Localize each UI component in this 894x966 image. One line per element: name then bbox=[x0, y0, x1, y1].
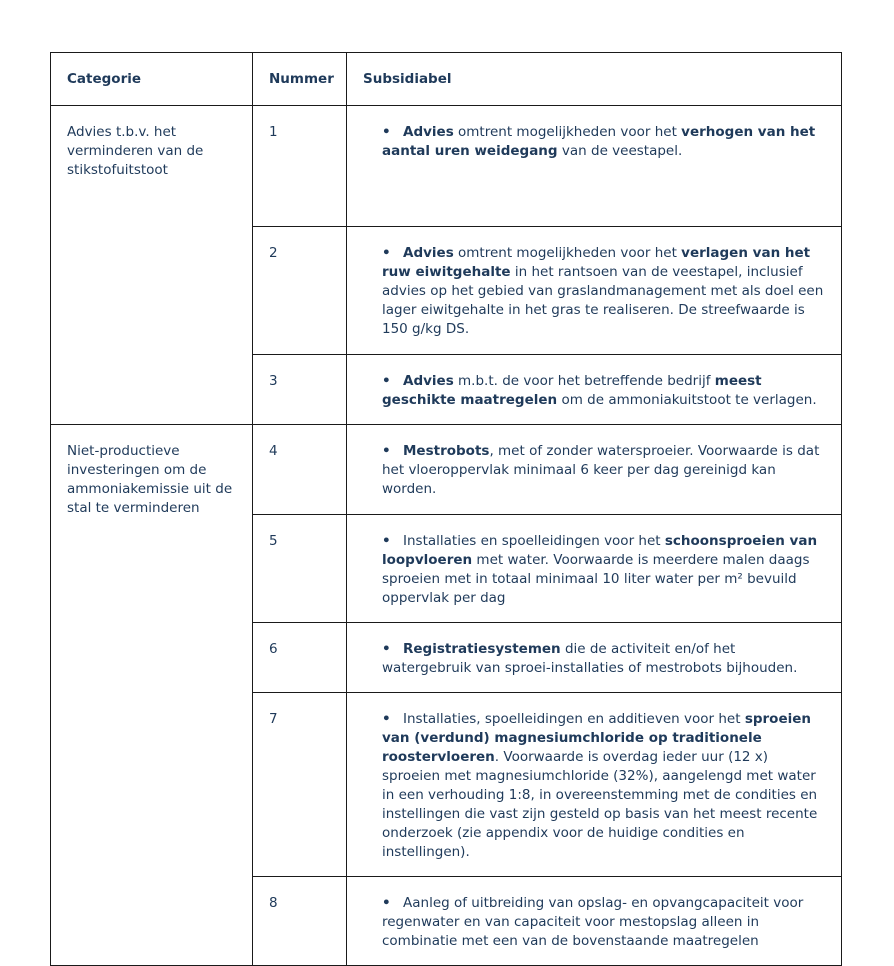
header-subsidiable: Subsidiabel bbox=[347, 53, 842, 106]
bullet-icon: • bbox=[382, 124, 391, 140]
text-segment: die de activiteit en/of het watergebruik van sproei-installaties of mestrobots bijhouden. bbox=[382, 641, 798, 676]
category-cell: Advies t.b.v. het verminderen van de stikstofuitstoot bbox=[51, 106, 253, 425]
number-cell: 8 bbox=[253, 877, 347, 966]
subsidiable-description bbox=[382, 372, 827, 410]
subsidiable-cell bbox=[347, 693, 842, 877]
bullet-icon: • bbox=[382, 895, 391, 911]
subsidiable-description bbox=[382, 442, 827, 499]
bold-text-segment: Registratiesystemen bbox=[403, 641, 561, 657]
subsidiable-cell bbox=[347, 227, 842, 355]
text-segment: Aanleg of uitbreiding van opslag- en opvangcapaciteit voor regenwater en van capaciteit voor mestopslag alleen in combinatie met een van de bovenstaande maatregelen bbox=[382, 895, 804, 949]
subsidiable-description bbox=[382, 710, 827, 862]
header-category: Categorie bbox=[51, 53, 253, 106]
bold-text-segment: verhogen van het aantal uren weidegang bbox=[382, 124, 816, 159]
subsidy-table bbox=[50, 52, 842, 966]
text-segment: , met of zonder watersproeier. Voorwaarde is dat het vloeroppervlak minimaal 6 keer per dag gereinigd kan worden. bbox=[382, 443, 820, 497]
table-row bbox=[51, 425, 842, 515]
table-header-row bbox=[51, 53, 842, 106]
subsidiable-cell bbox=[347, 515, 842, 623]
text-segment: in het rantsoen van de veestapel, inclusief advies op het gebied van graslandmanagement met als doel een lager eiwitgehalte in het gras te realiseren. De streefwaarde is 150 g/kg DS. bbox=[382, 264, 824, 337]
bold-text-segment: schoonsproeien van loopvloeren bbox=[382, 533, 818, 568]
subsidiable-cell bbox=[347, 877, 842, 966]
text-segment: omtrent mogelijkheden voor het bbox=[453, 245, 682, 261]
bold-text-segment: Advies bbox=[403, 124, 454, 140]
category-cell: Niet-productieve investeringen om de ammoniakemissie uit de stal te verminderen bbox=[51, 425, 253, 966]
subsidiable-description bbox=[382, 894, 827, 951]
text-segment: omtrent mogelijkheden voor het bbox=[453, 124, 682, 140]
bold-text-segment: Mestrobots bbox=[403, 443, 490, 459]
bullet-icon: • bbox=[382, 533, 391, 549]
number-cell: 1 bbox=[253, 106, 347, 227]
number-cell: 7 bbox=[253, 693, 347, 877]
bold-text-segment: sproeien van (verdund) magnesiumchloride op traditionele roostervloeren bbox=[382, 711, 811, 765]
bullet-icon: • bbox=[382, 245, 391, 261]
text-segment: om de ammoniakuitstoot te verlagen. bbox=[557, 392, 817, 408]
text-segment: met water. Voorwaarde is meerdere malen daags sproeien met in totaal minimaal 10 liter water per m² bevuild oppervlak per dag bbox=[382, 552, 810, 606]
bullet-item bbox=[382, 372, 827, 410]
bold-text-segment: Advies bbox=[403, 245, 454, 261]
bullet-icon: • bbox=[382, 373, 391, 389]
bullet-item bbox=[382, 710, 827, 862]
text-segment: Installaties, spoelleidingen en additieven voor het bbox=[403, 711, 745, 727]
subsidiable-description bbox=[382, 123, 827, 161]
subsidiable-cell bbox=[347, 106, 842, 227]
bullet-item bbox=[382, 442, 827, 499]
subsidiable-cell bbox=[347, 623, 842, 693]
bullet-icon: • bbox=[382, 711, 391, 727]
bullet-item bbox=[382, 894, 827, 951]
number-cell: 5 bbox=[253, 515, 347, 623]
number-cell: 2 bbox=[253, 227, 347, 355]
bullet-icon: • bbox=[382, 443, 391, 459]
bullet-item bbox=[382, 640, 827, 678]
subsidiable-cell bbox=[347, 425, 842, 515]
table-body bbox=[51, 106, 842, 966]
bold-text-segment: meest geschikte maatregelen bbox=[382, 373, 762, 408]
subsidiable-description bbox=[382, 244, 827, 339]
text-segment: van de veestapel. bbox=[557, 143, 683, 159]
bold-text-segment: verlagen van het ruw eiwitgehalte bbox=[382, 245, 811, 280]
text-segment: . Voorwaarde is overdag ieder uur (12 x) sproeien met magnesiumchloride (32%), aangelengd met water in een verhouding 1:8, in overeenstemming met de condities en instellingen die vast zijn gesteld op basis van het meest recente onderzoek (zie appendix voor de huidige condities en instellingen). bbox=[382, 749, 818, 860]
number-cell: 4 bbox=[253, 425, 347, 515]
bullet-item bbox=[382, 532, 827, 608]
bullet-icon: • bbox=[382, 641, 391, 657]
header-number: Nummer bbox=[253, 53, 347, 106]
bullet-item bbox=[382, 244, 827, 339]
text-segment: m.b.t. de voor het betreffende bedrijf bbox=[453, 373, 715, 389]
subsidiable-cell bbox=[347, 355, 842, 425]
subsidy-table-container bbox=[50, 52, 842, 966]
table-row bbox=[51, 106, 842, 227]
number-cell: 3 bbox=[253, 355, 347, 425]
bullet-item bbox=[382, 123, 827, 161]
number-cell: 6 bbox=[253, 623, 347, 693]
bold-text-segment: Advies bbox=[403, 373, 454, 389]
text-segment: Installaties en spoelleidingen voor het bbox=[403, 533, 665, 549]
subsidiable-description bbox=[382, 640, 827, 678]
subsidiable-description bbox=[382, 532, 827, 608]
